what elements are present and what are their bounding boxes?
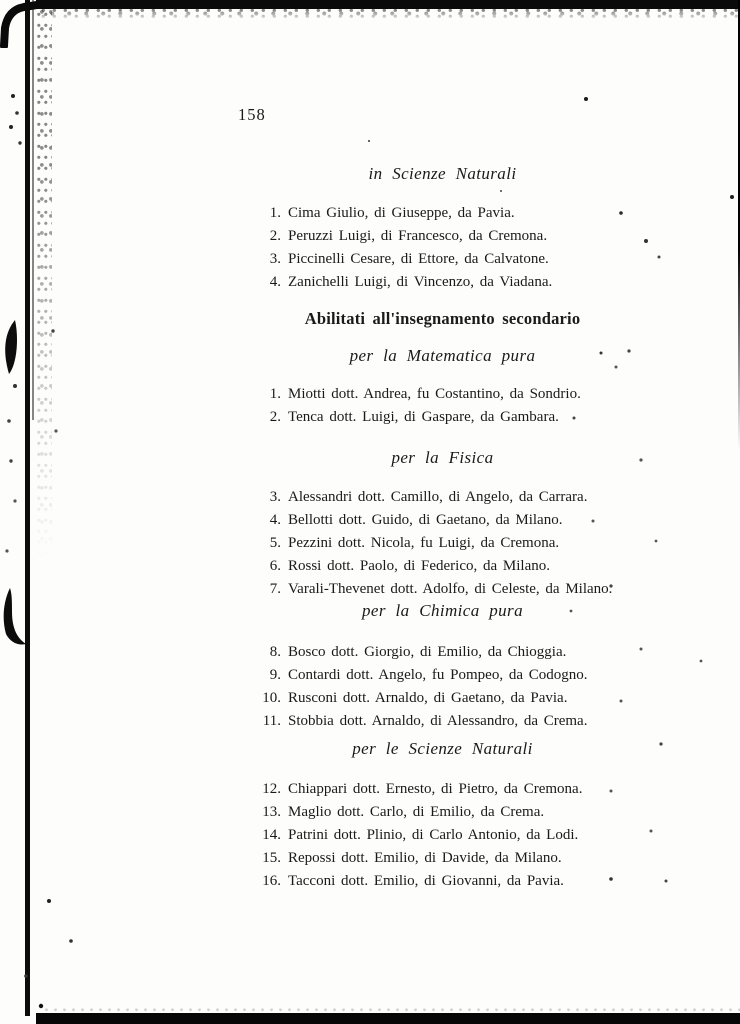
section-heading-fisica: per la Fisica xyxy=(391,448,494,467)
list-item-number: 7. xyxy=(269,581,281,597)
list-item-text: Tacconi dott. Emilio, di Giovanni, da Pavia. xyxy=(288,873,564,889)
list-item-number: 3. xyxy=(269,251,281,267)
list-item-number: 3. xyxy=(269,489,281,505)
list-item-text: Cima Giulio, di Giuseppe, da Pavia. xyxy=(288,205,515,221)
list-item-number: 14. xyxy=(262,827,281,843)
list-item-text: Bellotti dott. Guido, di Gaetano, da Milano. xyxy=(288,512,563,528)
list-item-number: 2. xyxy=(269,409,281,425)
list-item-number: 5. xyxy=(269,535,281,551)
list-item-number: 1. xyxy=(269,386,281,402)
list-item xyxy=(240,202,552,225)
graduate-list-matematica-pura xyxy=(240,383,581,429)
list-item-number: 2. xyxy=(269,228,281,244)
list-item-text: Repossi dott. Emilio, di Davide, da Milano. xyxy=(288,850,562,866)
list-item xyxy=(240,532,612,555)
list-item-text: Varali-Thevenet dott. Adolfo, di Celeste, da Milano. xyxy=(288,581,613,597)
list-item-text: Rossi dott. Paolo, di Federico, da Milano. xyxy=(288,558,550,574)
list-item-number: 8. xyxy=(269,644,281,660)
list-item xyxy=(240,687,587,710)
section-heading-scienze-naturali-2: per le Scienze Naturali xyxy=(352,739,533,758)
list-item-number: 15. xyxy=(262,850,281,866)
scan-artifact-bottom-speckle xyxy=(42,1007,740,1014)
section-heading-scienze-naturali: in Scienze Naturali xyxy=(368,164,517,183)
page-number: 158 xyxy=(238,105,266,124)
list-item xyxy=(240,801,582,824)
list-item-text: Alessandri dott. Camillo, di Angelo, da Carrara. xyxy=(288,489,588,505)
graduate-list-scienze-naturali-2 xyxy=(240,778,582,893)
list-item xyxy=(240,664,587,687)
list-item-number: 12. xyxy=(262,781,281,797)
list-item-text: Piccinelli Cesare, di Ettore, da Calvatone. xyxy=(288,251,549,267)
list-item-text: Miotti dott. Andrea, fu Costantino, da Sondrio. xyxy=(288,386,581,402)
scan-artifact-ink-blob-2 xyxy=(0,586,28,652)
list-item xyxy=(240,486,612,509)
list-item-number: 1. xyxy=(269,205,281,221)
section-heading-chimica-pura: per la Chimica pura xyxy=(362,601,523,620)
list-item-text: Maglio dott. Carlo, di Emilio, da Crema. xyxy=(288,804,545,820)
list-item-text: Bosco dott. Giorgio, di Emilio, da Chioggia. xyxy=(288,644,567,660)
list-item-text: Rusconi dott. Arnaldo, di Gaetano, da Pavia. xyxy=(288,690,568,706)
scan-artifact-ink-blob-1 xyxy=(0,318,24,380)
list-item xyxy=(240,509,612,532)
list-item xyxy=(240,248,552,271)
list-item xyxy=(240,870,582,893)
list-item-text: Tenca dott. Luigi, di Gaspare, da Gambara. xyxy=(288,409,559,425)
list-item-number: 6. xyxy=(269,558,281,574)
list-item-number: 16. xyxy=(262,873,281,889)
list-item xyxy=(240,383,581,406)
list-item xyxy=(240,406,581,429)
list-item-text: Contardi dott. Angelo, fu Pompeo, da Codogno. xyxy=(288,667,588,683)
list-item xyxy=(240,824,582,847)
section-heading-matematica-pura: per la Matematica pura xyxy=(349,346,536,365)
main-heading-abilitati: Abilitati all'insegnamento secondario xyxy=(304,309,581,328)
scan-artifact-noise-dots xyxy=(0,0,2,2)
scan-artifact-top-speckle xyxy=(40,8,740,22)
list-item-text: Patrini dott. Plinio, di Carlo Antonio, da Lodi. xyxy=(288,827,579,843)
list-item-text: Zanichelli Luigi, di Vincenzo, da Viadana. xyxy=(288,274,553,290)
scan-artifact-left-speckle xyxy=(36,0,52,560)
list-item-text: Chiappari dott. Ernesto, di Pietro, da Cremona. xyxy=(288,781,583,797)
list-item-number: 4. xyxy=(269,512,281,528)
scan-artifact-top-edge xyxy=(36,0,740,9)
list-item-text: Pezzini dott. Nicola, fu Luigi, da Cremona. xyxy=(288,535,560,551)
graduate-list-fisica xyxy=(240,486,612,601)
list-item-number: 9. xyxy=(269,667,281,683)
list-item-number: 13. xyxy=(262,804,281,820)
list-item-number: 4. xyxy=(269,274,281,290)
scan-artifact-binding-line xyxy=(25,0,30,1016)
scan-artifact-corner-hook xyxy=(0,0,62,48)
list-item xyxy=(240,578,612,601)
list-item xyxy=(240,271,552,294)
list-item xyxy=(240,778,582,801)
list-item-number: 10. xyxy=(262,690,281,706)
graduate-list-chimica-pura xyxy=(240,641,587,733)
list-item xyxy=(240,641,587,664)
list-item xyxy=(240,225,552,248)
scan-artifact-bottom-edge xyxy=(36,1013,740,1024)
list-item-text: Stobbia dott. Arnaldo, di Alessandro, da Crema. xyxy=(288,713,588,729)
list-item xyxy=(240,710,587,733)
graduate-list-scienze-naturali xyxy=(240,202,552,294)
list-item xyxy=(240,555,612,578)
list-item-number: 11. xyxy=(262,713,281,729)
list-item xyxy=(240,847,582,870)
scan-artifact-binding-line-thin xyxy=(32,0,34,420)
list-item-text: Peruzzi Luigi, di Francesco, da Cremona. xyxy=(288,228,548,244)
